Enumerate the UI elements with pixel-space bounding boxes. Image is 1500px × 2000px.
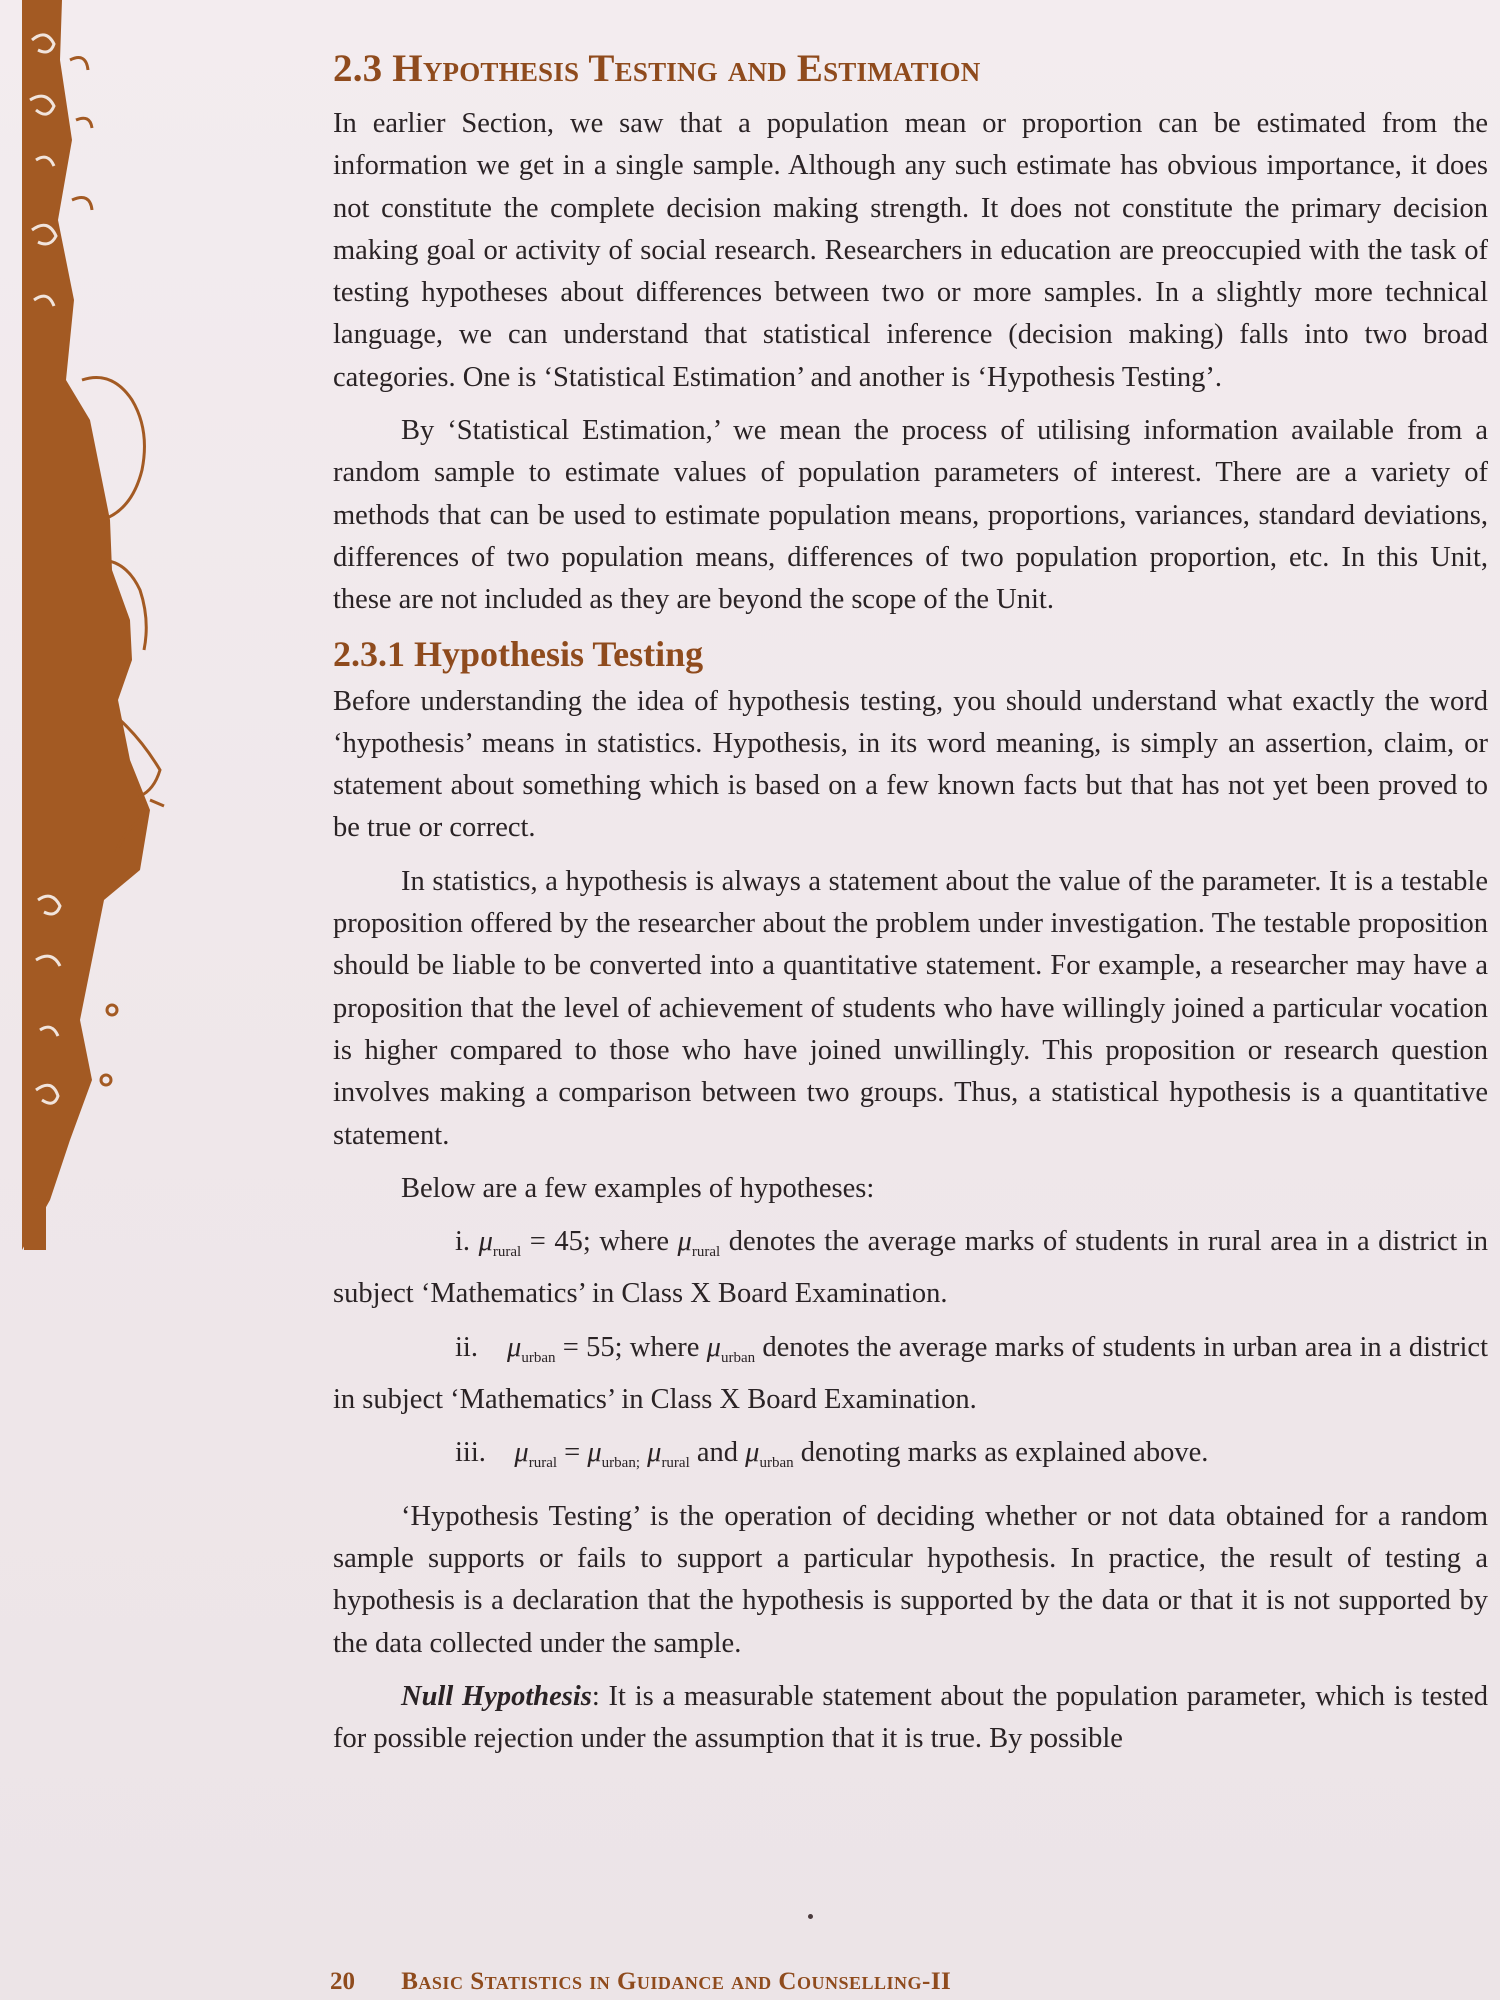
subscript: urban [720,1349,756,1366]
subscript: rural [492,1244,522,1261]
mu-symbol: μ [647,1437,662,1469]
example-2-equation: = 55; where [555,1331,707,1363]
example-3-number: iii. [455,1437,486,1469]
mu-symbol: μ [745,1437,760,1469]
intro-paragraph-2: By ‘Statistical Estimation,’ we mean the process of utilising information available from a random sample to estimate values of population parameters of interest. There are a variety of methods that can be used to estimate population means, proportions, variances, standard deviations, differences of two population means, differences of two population proportion, etc. In this Unit, these are not included as they are beyond the scope of the Unit. [333,415,1488,616]
ink-dot [808,1914,813,1919]
margin-illustration [0,0,190,1250]
example-1 [333,1221,1488,1316]
subscript: rural [691,1244,721,1261]
mu-symbol: μ [478,1226,493,1258]
null-hypothesis-text: : It is a measurable statement about the population parameter, which is tested for possible rejection under the assumption that it is true. By possible [333,1680,1489,1755]
example-1-number: i. [455,1226,471,1258]
section-heading: 2.3 Hypothesis Testing and Estimation [333,47,981,90]
example-2 [333,1327,1488,1422]
example-2-text: denotes the average marks of students in urban area in a district in subject ‘Mathematics’ in Class X Board Examination. [333,1331,1489,1416]
example-3 [333,1432,1488,1484]
hypothesis-paragraph-2: In statistics, a hypothesis is always a statement about the value of the parameter. It is a testable proposition offered by the researcher about the problem under investigation. The testable proposition should be liable to be converted into a quantitative statement. For example, a researcher may have a proposition that the level of achievement of students who have willingly joined a particular vocation is higher compared to those who have joined unwillingly. This proposition or research question involves making a comparison between two groups. Thus, a statistical hypothesis is a quantitative statement. [333,865,1488,1151]
page-content [333,36,1488,1771]
examples-intro: Below are a few examples of hypotheses: [401,1172,875,1204]
hypothesis-paragraph-1: Before understanding the idea of hypothesis testing, you should understand what exactly the word ‘hypothesis’ means in statistics. Hypothesis, in its word meaning, is simply an assertion, claim, or statement about something which is based on a few known facts but that has not yet been proved to be true or correct. [333,685,1488,844]
mu-symbol: μ [507,1331,522,1363]
subscript: rural [661,1455,690,1472]
intro-paragraph-1: In earlier Section, we saw that a population mean or proportion can be estimated from the information we get in a single sample. Although any such estimate has obvious importance, it does not constitute the complete decision making strength. It does not constitute the primary decision making goal or activity of social research. Researchers in education are preoccupied with the task of testing hypotheses about differences between two or more samples. In a slightly more technical language, we can understand that statistical inference (decision making) falls into two broad categories. One is ‘Statistical Estimation’ and another is ‘Hypothesis Testing’. [333,108,1488,393]
subsection-heading: 2.3.1 Hypothesis Testing [333,633,704,674]
subscript: urban; [601,1455,640,1472]
null-hypothesis-term: Null Hypothesis [401,1680,592,1712]
subscript: urban [521,1349,556,1366]
example-1-equation: = 45; where [521,1226,678,1258]
example-3-text: denoting marks as explained above. [793,1437,1209,1469]
hypothesis-paragraph-3: ‘Hypothesis Testing’ is the operation of deciding whether or not data obtained for a random sample supports or fails to support a particular hypothesis. In practice, the result of testing a hypothesis is a declaration that the hypothesis is supported by the data or that it is not supported by the data collected under the sample. [333,1500,1488,1659]
page-footer [330,1968,1480,1996]
mu-symbol: μ [587,1437,602,1469]
example-2-number: ii. [455,1331,478,1363]
subscript: rural [528,1455,558,1472]
mu-symbol: μ [514,1437,529,1469]
mu-symbol: μ [706,1331,721,1363]
page-number: 20 [330,1968,355,1995]
example-1-text: denotes the average marks of students in rural area in a district in subject ‘Mathematics’ in Class X Board Examination. [333,1226,1488,1310]
example-3-separator: = [557,1437,588,1469]
mu-symbol: μ [677,1226,692,1258]
subscript: urban [759,1455,794,1472]
example-3-and: and [689,1437,746,1469]
null-hypothesis-paragraph [333,1676,1488,1761]
running-title: Basic Statistics in Guidance and Counselling-II [401,1968,952,1995]
